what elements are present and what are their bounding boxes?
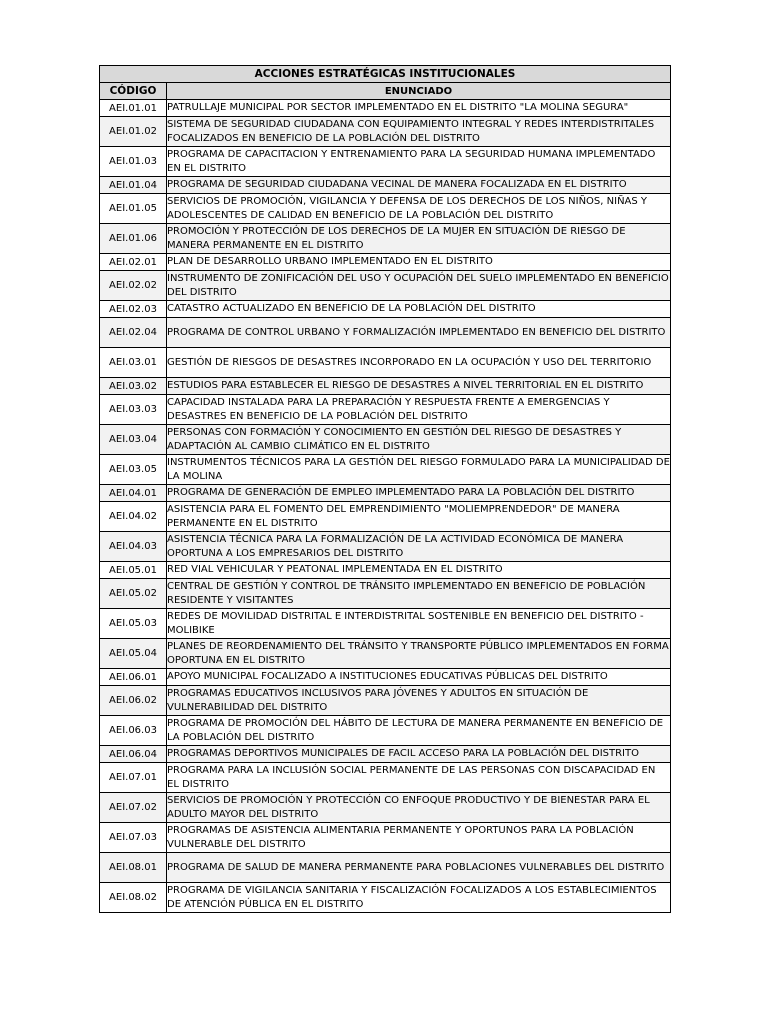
table-title: ACCIONES ESTRATÉGICAS INSTITUCIONALES [100, 66, 671, 83]
row-description: PROGRAMA DE CAPACITACION Y ENTRENAMIENTO PARA LA SEGURIDAD HUMANA IMPLEMENTADO EN EL DISTRITO [167, 147, 671, 177]
column-header-description: ENUNCIADO [167, 83, 671, 100]
table-row [100, 194, 671, 224]
table-row [100, 686, 671, 716]
row-code: AEI.05.04 [100, 639, 167, 669]
row-code: AEI.05.02 [100, 579, 167, 609]
table-row [100, 823, 671, 853]
table-row [100, 100, 671, 117]
row-description: GESTIÓN DE RIESGOS DE DESASTRES INCORPORADO EN LA OCUPACIÓN Y USO DEL TERRITORIO [167, 348, 671, 378]
row-description: CENTRAL DE GESTIÓN Y CONTROL DE TRÁNSITO IMPLEMENTADO EN BENEFICIO DE POBLACIÓN RESIDENTE Y VISITANTES [167, 579, 671, 609]
table-row [100, 455, 671, 485]
row-code: AEI.01.02 [100, 117, 167, 147]
row-code: AEI.03.02 [100, 378, 167, 395]
row-code: AEI.04.03 [100, 532, 167, 562]
row-description: SERVICIOS DE PROMOCIÓN Y PROTECCIÓN CO ENFOQUE PRODUCTIVO Y DE BIENESTAR PARA EL ADULTO MAYOR DEL DISTRITO [167, 793, 671, 823]
row-description: PROGRAMA DE SALUD DE MANERA PERMANENTE PARA POBLACIONES VULNERABLES DEL DISTRITO [167, 853, 671, 883]
table-row [100, 716, 671, 746]
row-code: AEI.03.03 [100, 395, 167, 425]
row-code: AEI.01.06 [100, 224, 167, 254]
row-code: AEI.08.02 [100, 883, 167, 913]
table-row [100, 669, 671, 686]
row-description: ESTUDIOS PARA ESTABLECER EL RIESGO DE DESASTRES A NIVEL TERRITORIAL EN EL DISTRITO [167, 378, 671, 395]
row-description: APOYO MUNICIPAL FOCALIZADO A INSTITUCIONES EDUCATIVAS PÚBLICAS DEL DISTRITO [167, 669, 671, 686]
row-description: PLAN DE DESARROLLO URBANO IMPLEMENTADO EN EL DISTRITO [167, 254, 671, 271]
row-code: AEI.01.03 [100, 147, 167, 177]
row-code: AEI.07.03 [100, 823, 167, 853]
column-header-code: CÓDIGO [100, 83, 167, 100]
table-row [100, 224, 671, 254]
row-code: AEI.07.02 [100, 793, 167, 823]
row-code: AEI.06.02 [100, 686, 167, 716]
row-description: CAPACIDAD INSTALADA PARA LA PREPARACIÓN Y RESPUESTA FRENTE A EMERGENCIAS Y DESASTRES EN BENEFICIO DE LA POBLACIÓN DEL DISTRITO [167, 395, 671, 425]
strategic-actions-table [99, 65, 671, 913]
table-row [100, 502, 671, 532]
table-row [100, 271, 671, 301]
table-row [100, 254, 671, 271]
table-row [100, 532, 671, 562]
row-code: AEI.01.01 [100, 100, 167, 117]
row-code: AEI.01.04 [100, 177, 167, 194]
row-description: CATASTRO ACTUALIZADO EN BENEFICIO DE LA POBLACIÓN DEL DISTRITO [167, 301, 671, 318]
table-row [100, 485, 671, 502]
table-row [100, 147, 671, 177]
row-code: AEI.06.01 [100, 669, 167, 686]
row-description: REDES DE MOVILIDAD DISTRITAL E INTERDISTRITAL SOSTENIBLE EN BENEFICIO DEL DISTRITO - MOLIBIKE [167, 609, 671, 639]
table-row [100, 378, 671, 395]
row-description: SISTEMA DE SEGURIDAD CIUDADANA CON EQUIPAMIENTO INTEGRAL Y REDES INTERDISTRITALES FOCALIZADOS EN BENEFICIO DE LA POBLACIÓN DEL DISTRITO [167, 117, 671, 147]
row-description: PERSONAS CON FORMACIÓN Y CONOCIMIENTO EN GESTIÓN DEL RIESGO DE DESASTRES Y ADAPTACIÓN AL CAMBIO CLIMÁTICO EN EL DISTRITO [167, 425, 671, 455]
row-code: AEI.07.01 [100, 763, 167, 793]
table-row [100, 853, 671, 883]
row-description: PROGRAMA DE VIGILANCIA SANITARIA Y FISCALIZACIÓN FOCALIZADOS A LOS ESTABLECIMIENTOS DE ATENCIÓN PÚBLICA EN EL DISTRITO [167, 883, 671, 913]
row-description: PROGRAMA PARA LA INCLUSIÓN SOCIAL PERMANENTE DE LAS PERSONAS CON DISCAPACIDAD EN EL DISTRITO [167, 763, 671, 793]
table-row [100, 793, 671, 823]
row-code: AEI.05.03 [100, 609, 167, 639]
row-code: AEI.05.01 [100, 562, 167, 579]
row-description: PATRULLAJE MUNICIPAL POR SECTOR IMPLEMENTADO EN EL DISTRITO "LA MOLINA SEGURA" [167, 100, 671, 117]
row-code: AEI.02.02 [100, 271, 167, 301]
row-code: AEI.08.01 [100, 853, 167, 883]
row-code: AEI.03.01 [100, 348, 167, 378]
row-description: PROGRAMA DE GENERACIÓN DE EMPLEO IMPLEMENTADO PARA LA POBLACIÓN DEL DISTRITO [167, 485, 671, 502]
row-description: PROGRAMA DE CONTROL URBANO Y FORMALIZACIÓN IMPLEMENTADO EN BENEFICIO DEL DISTRITO [167, 318, 671, 348]
row-code: AEI.03.05 [100, 455, 167, 485]
row-description: PLANES DE REORDENAMIENTO DEL TRÁNSITO Y TRANSPORTE PÚBLICO IMPLEMENTADOS EN FORMA OPORTUNA EN EL DISTRITO [167, 639, 671, 669]
table-row [100, 348, 671, 378]
table-title-row [100, 66, 671, 83]
row-description: PROMOCIÓN Y PROTECCIÓN DE LOS DERECHOS DE LA MUJER EN SITUACIÓN DE RIESGO DE MANERA PERMANENTE EN EL DISTRITO [167, 224, 671, 254]
table-row [100, 609, 671, 639]
row-code: AEI.06.03 [100, 716, 167, 746]
row-code: AEI.03.04 [100, 425, 167, 455]
table-row [100, 639, 671, 669]
row-code: AEI.02.01 [100, 254, 167, 271]
column-header-row [100, 83, 671, 100]
row-description: PROGRAMAS EDUCATIVOS INCLUSIVOS PARA JÓVENES Y ADULTOS EN SITUACIÓN DE VULNERABILIDAD DEL DISTRITO [167, 686, 671, 716]
row-description: INSTRUMENTO DE ZONIFICACIÓN DEL USO Y OCUPACIÓN DEL SUELO IMPLEMENTADO EN BENEFICIO DEL DISTRITO [167, 271, 671, 301]
row-description: PROGRAMAS DEPORTIVOS MUNICIPALES DE FACIL ACCESO PARA LA POBLACIÓN DEL DISTRITO [167, 746, 671, 763]
table-row [100, 395, 671, 425]
table-row [100, 883, 671, 913]
row-code: AEI.02.03 [100, 301, 167, 318]
row-code: AEI.01.05 [100, 194, 167, 224]
table-row [100, 579, 671, 609]
table-row [100, 763, 671, 793]
row-code: AEI.06.04 [100, 746, 167, 763]
row-code: AEI.04.02 [100, 502, 167, 532]
row-description: PROGRAMAS DE ASISTENCIA ALIMENTARIA PERMANENTE Y OPORTUNOS PARA LA POBLACIÓN VULNERABLE DEL DISTRITO [167, 823, 671, 853]
row-description: ASISTENCIA PARA EL FOMENTO DEL EMPRENDIMIENTO "MOLIEMPRENDEDOR" DE MANERA PERMANENTE EN EL DISTRITO [167, 502, 671, 532]
row-description: INSTRUMENTOS TÉCNICOS PARA LA GESTIÓN DEL RIESGO FORMULADO PARA LA MUNICIPALIDAD DE LA MOLINA [167, 455, 671, 485]
row-code: AEI.02.04 [100, 318, 167, 348]
table-row [100, 425, 671, 455]
row-description: RED VIAL VEHICULAR Y PEATONAL IMPLEMENTADA EN EL DISTRITO [167, 562, 671, 579]
table-row [100, 177, 671, 194]
table-row [100, 318, 671, 348]
row-code: AEI.04.01 [100, 485, 167, 502]
table-row [100, 746, 671, 763]
row-description: PROGRAMA DE SEGURIDAD CIUDADANA VECINAL DE MANERA FOCALIZADA EN EL DISTRITO [167, 177, 671, 194]
table-row [100, 117, 671, 147]
row-description: ASISTENCIA TÉCNICA PARA LA FORMALIZACIÓN DE LA ACTIVIDAD ECONÓMICA DE MANERA OPORTUNA A LOS EMPRESARIOS DEL DISTRITO [167, 532, 671, 562]
table-row [100, 562, 671, 579]
table-row [100, 301, 671, 318]
row-description: PROGRAMA DE PROMOCIÓN DEL HÁBITO DE LECTURA DE MANERA PERMANENTE EN BENEFICIO DE LA POBLACIÓN DEL DISTRITO [167, 716, 671, 746]
row-description: SERVICIOS DE PROMOCIÓN, VIGILANCIA Y DEFENSA DE LOS DERECHOS DE LOS NIÑOS, NIÑAS Y ADOLESCENTES DE CALIDAD EN BENEFICIO DE LA POBLACIÓN DEL DISTRITO [167, 194, 671, 224]
